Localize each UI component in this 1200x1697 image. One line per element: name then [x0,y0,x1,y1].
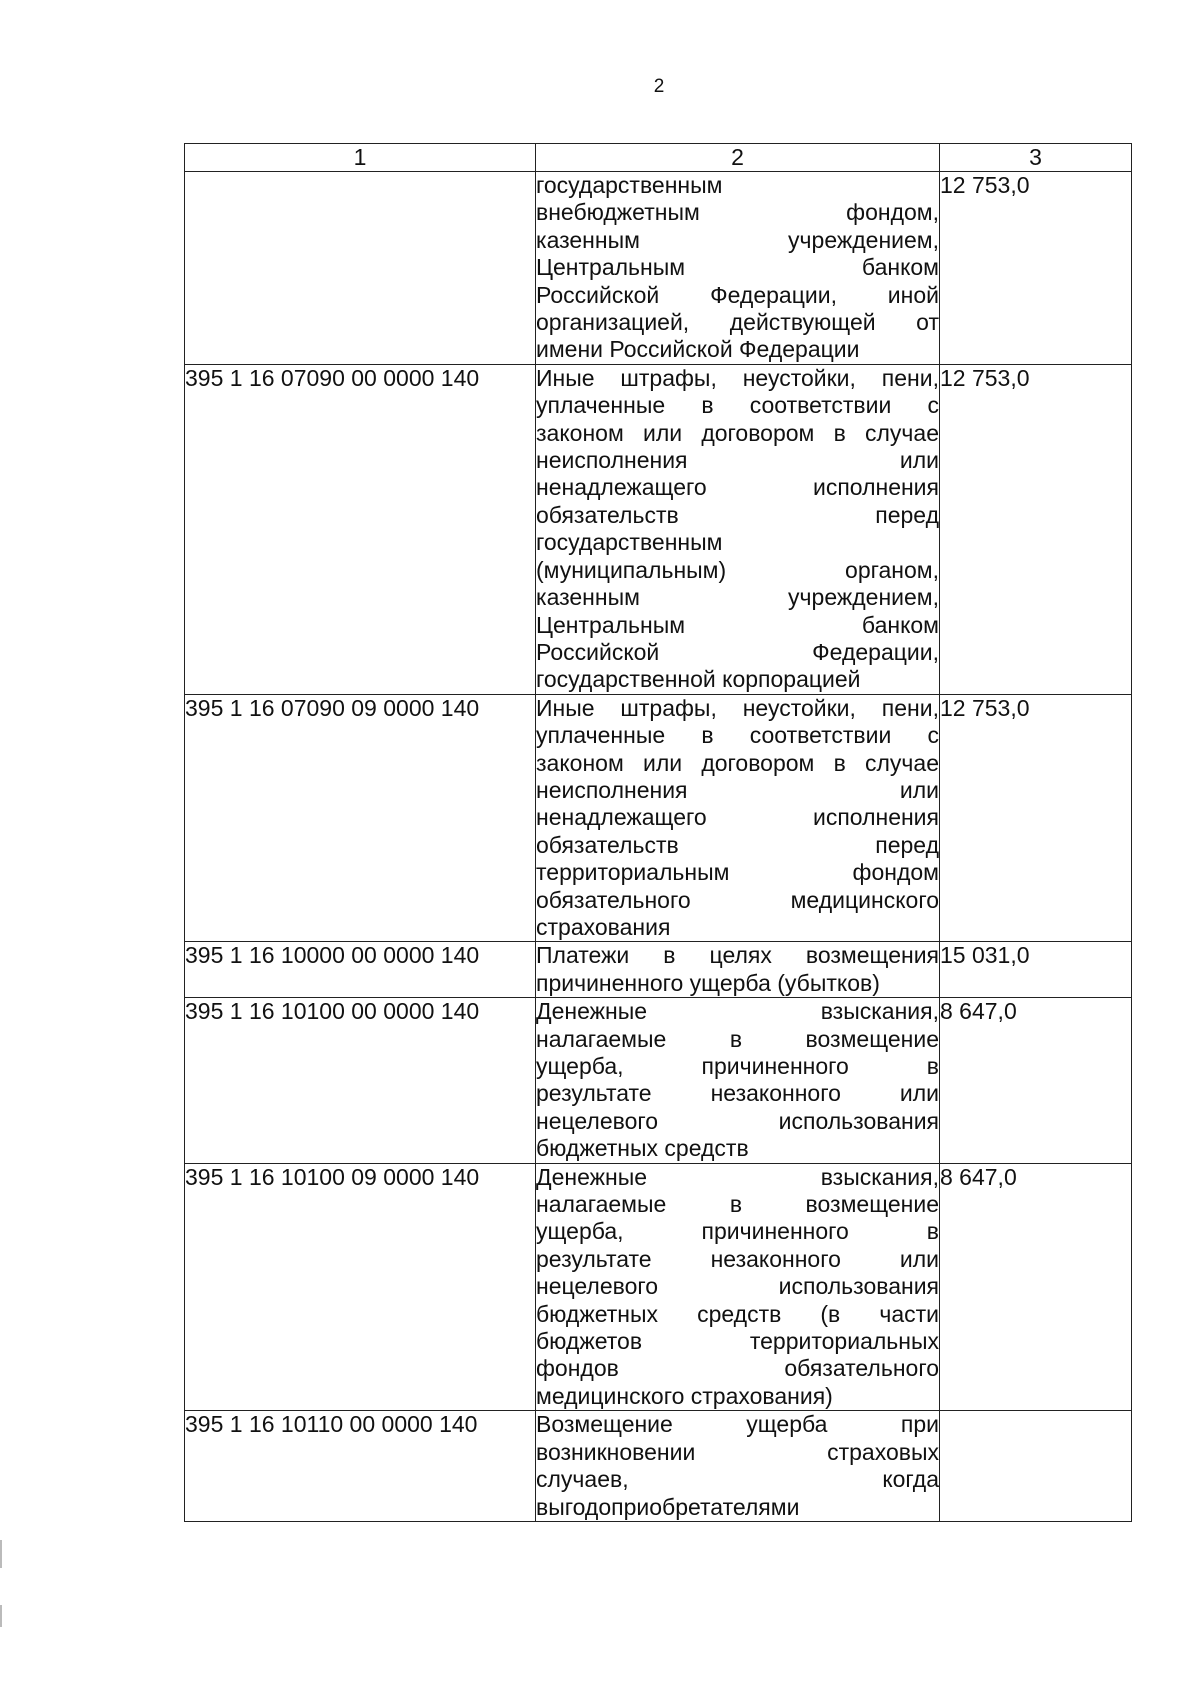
description-cell [536,172,940,365]
description-line: уплаченные в соответствии с [536,722,939,749]
description-line: Иные штрафы, неустойки, пени, [536,364,939,391]
table-header-row [185,144,1132,172]
budget-code-cell: 395 1 16 10100 00 0000 140 [185,998,536,1163]
table-row [185,364,1132,694]
description-line: государственным [536,172,723,198]
table-row [185,942,1132,998]
description-line: бюджетов территориальных [536,1328,939,1355]
scan-edge-mark [0,1605,2,1627]
description-line: ущерба, причиненного в [536,1053,939,1079]
description-line: фондов обязательного [536,1355,939,1382]
description-line: ненадлежащего исполнения [536,804,939,831]
budget-code-cell: 395 1 16 10000 00 0000 140 [185,942,536,998]
description-line: бюджетных средств (в части [536,1300,939,1327]
description-line: Центральным банком [536,611,939,638]
description-line: организацией, действующей от [536,309,939,336]
description-line: государственным [536,529,723,556]
description-line: неисполнения или [536,776,939,803]
description-line: Центральным банком [536,254,939,281]
column-header-code: 1 [185,144,536,172]
description-line: бюджетных средств [536,1135,749,1162]
budget-code-cell [185,172,536,365]
description-line: налагаемые в возмещение [536,1025,939,1052]
description-line: выгодоприобретателями [536,1493,800,1520]
description-line: возникновении страховых [536,1438,939,1465]
description-line: казенным учреждением, [536,584,939,611]
description-line: Российской Федерации, [536,638,939,665]
description-line: Возмещение ущерба при [536,1411,939,1438]
description-line: неисполнения или [536,447,939,474]
table-row [185,1163,1132,1411]
description-line: причиненного ущерба (убытков) [536,969,880,996]
description-line: обязательств перед [536,831,939,858]
amount-cell: 15 031,0 [940,942,1132,998]
amount-cell: 12 753,0 [940,694,1132,942]
description-line: нецелевого использования [536,1273,939,1300]
scan-edge-mark [0,1540,2,1568]
description-line: внебюджетным фондом, [536,199,939,226]
description-line: казенным учреждением, [536,226,939,253]
description-line: Денежные взыскания, [536,1163,939,1190]
description-line: обязательств перед [536,501,939,528]
table-body [185,172,1132,1522]
budget-code-cell: 395 1 16 10100 09 0000 140 [185,1163,536,1411]
amount-cell: 12 753,0 [940,364,1132,694]
description-line: законом или договором в случае [536,749,939,776]
description-line: законом или договором в случае [536,419,939,446]
amount-cell: 12 753,0 [940,172,1132,365]
description-cell [536,364,940,694]
description-line: Платежи в целях возмещения [536,942,939,969]
description-line: ущерба, причиненного в [536,1218,939,1245]
description-line: имени Российской Федерации [536,336,860,363]
amount-cell: 8 647,0 [940,1163,1132,1411]
description-line: страхования [536,913,671,940]
budget-revenue-table [184,143,1132,1522]
description-line: Денежные взыскания, [536,998,939,1025]
budget-code-cell: 395 1 16 07090 00 0000 140 [185,364,536,694]
budget-code-cell: 395 1 16 10110 00 0000 140 [185,1411,536,1522]
description-line: (муниципальным) органом, [536,556,939,583]
description-cell [536,694,940,942]
description-line: налагаемые в возмещение [536,1191,939,1218]
column-header-amount: 3 [940,144,1132,172]
description-line: результате незаконного или [536,1245,939,1272]
description-line: уплаченные в соответствии с [536,392,939,419]
description-line: случаев, когда [536,1466,939,1493]
table-row [185,172,1132,365]
table-row [185,694,1132,942]
description-line: обязательного медицинского [536,886,939,913]
description-line: территориальным фондом [536,859,939,886]
page-number: 2 [653,76,665,97]
description-line: результате незаконного или [536,1080,939,1107]
budget-code-cell: 395 1 16 07090 09 0000 140 [185,694,536,942]
amount-cell: 8 647,0 [940,998,1132,1163]
table-row [185,998,1132,1163]
table-row [185,1411,1132,1522]
description-cell [536,998,940,1163]
description-line: государственной корпорацией [536,666,861,693]
amount-cell [940,1411,1132,1522]
column-header-description: 2 [536,144,940,172]
description-line: ненадлежащего исполнения [536,474,939,501]
description-line: Иные штрафы, неустойки, пени, [536,694,939,721]
description-cell [536,1411,940,1522]
description-line: Российской Федерации, иной [536,281,939,308]
description-line: медицинского страхования) [536,1382,833,1409]
description-cell [536,942,940,998]
description-line: нецелевого использования [536,1107,939,1134]
description-cell [536,1163,940,1411]
